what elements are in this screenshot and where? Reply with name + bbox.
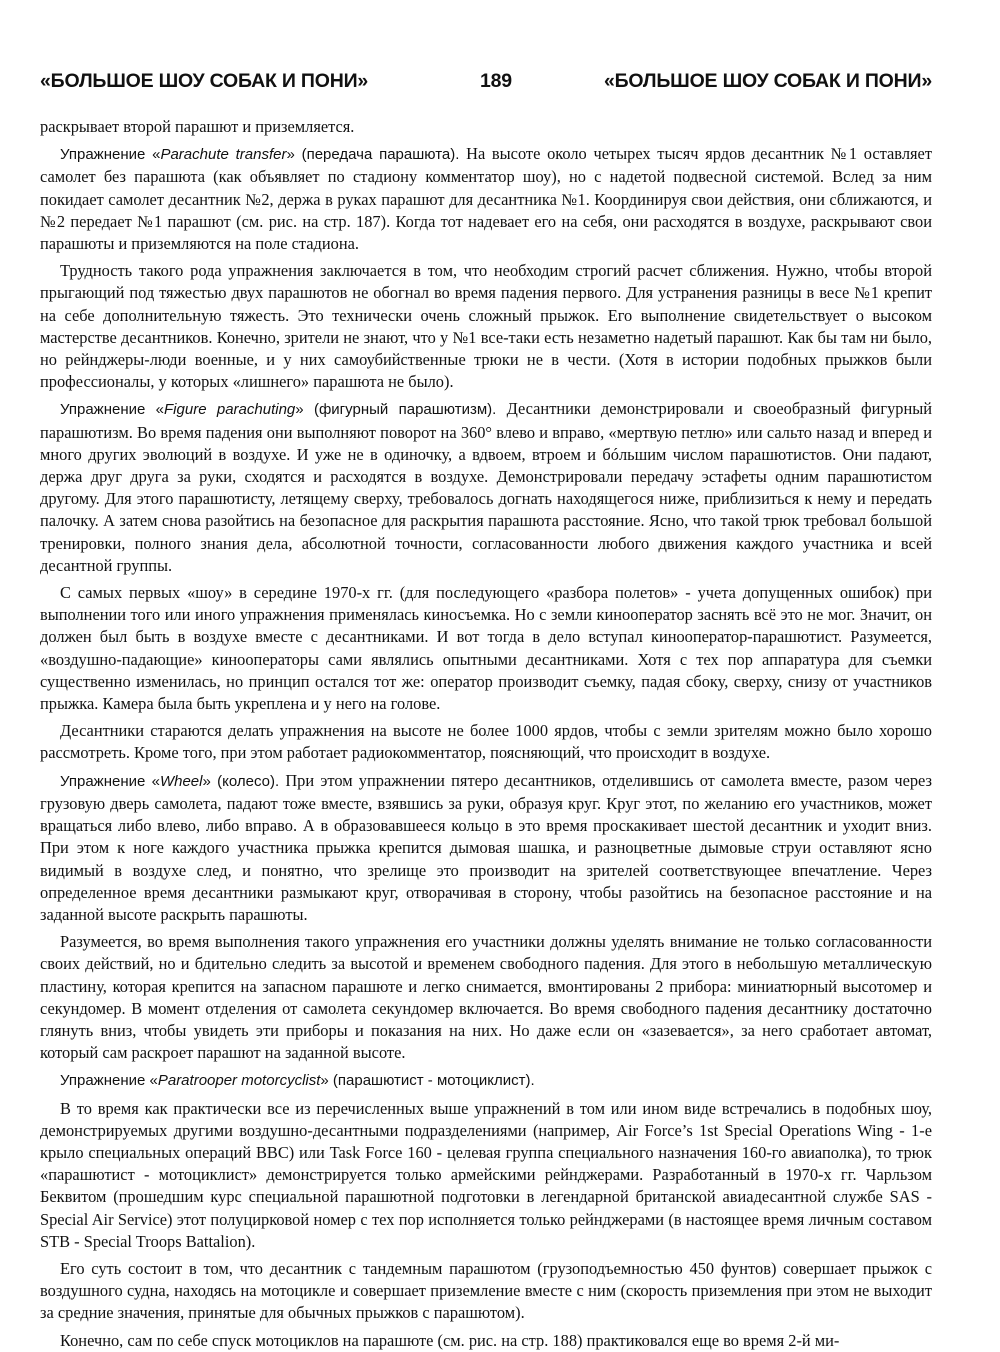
paragraph-text: Конечно, сам по себе спуск мотоциклов на парашюте (см. рис. на стр. 188) практиковался еще во время 2-й ми- (60, 1330, 840, 1350)
exercise-name: Paratrooper motorcyclist (157, 1072, 321, 1090)
paragraph-text: При этом упражнении пятеро десантников, отделившись от самолета вместе, разом через грузовую дверь самолета, падают тоже вместе, взявшись за руки, образуя круг. Круг этот, по желанию его участников, может вращаться либо влево, либо вправо. А в образовавшееся кольцо в это время проскакивает шестой десантник и уходит вниз. При этом к ноге каждого участника прыжка крепится дымовая шашка, и разноцветные дымовые струи оставляют ясно видимый в воздухе след, и понятно, что зрелище это производит на зрителей соответствующее впечатление. Через определенное время десантники размыкают круг, отворачивая в сторону, чтобы разойтись на безопасное расстояние и на заданной высоте раскрыть парашюты. (40, 770, 932, 924)
paragraph-text: Десантники стараются делать упражнения на высоте не более 1000 ярдов, чтобы с земли зрителям можно было хорошо рассмотреть. Кроме того, при этом работает радиокомментатор, поясняющий, что происходит в воздухе. (40, 721, 932, 763)
running-title-right: «БОЛЬШОЕ ШОУ СОБАК И ПОНИ» (603, 70, 932, 92)
exercise-heading: Упражнение «Parachute transfer» (передача парашюта). (60, 146, 460, 164)
paragraph (40, 1098, 932, 1253)
paragraph (40, 931, 932, 1064)
exercise-heading: Упражнение «Figure parachuting» (фигурный парашютизм). (60, 401, 497, 419)
exercise-heading: Упражнение «Paratrooper motorcyclist» (парашютист - мотоциклист). (60, 1072, 535, 1090)
paragraph-text: В то время как практически все из перечисленных выше упражнений в том или ином виде встречались в подобных шоу, демонстрируемых другими воздушно-десантными подразделениями (например, Air Force’s 1st Special Operations Wing - 1-е крыло специальных операций ВВС) или Task Force 160 - целевая группа специального назначения 160-го авиаполка), то трюк «парашютист - мотоциклист» демонстрируется только армейскими рейнджерами. Разработанный в 1970-х гг. Чарльзом Беквитом (прошедшим курс специальной парашютной подготовки в легендарной британской авиадесантной службе SAS - Special Air Service) этот полуцирковой номер с тех пор исполняется только рейнджерами (в настоящее время личным составом STB - Special Troops Battalion). (40, 1098, 932, 1251)
exercise-heading: Упражнение «Wheel» (колесо). (60, 772, 280, 790)
paragraph (40, 143, 932, 255)
paragraph (40, 770, 932, 926)
page-body (40, 116, 932, 1352)
paragraph (40, 1330, 932, 1352)
paragraph (40, 1069, 932, 1092)
paragraph (40, 720, 932, 764)
exercise-name: Parachute transfer (160, 146, 287, 164)
paragraph-text: раскрывает второй парашют и приземляется. (40, 117, 355, 136)
paragraph-text: Его суть состоит в том, что десантник с тандемным парашютом (грузоподъемностью 450 фунтов) совершает прыжок с воздушного судна, находясь на мотоцикле и совершает приземление вместе с ним (скорость приземления при этом не выходит за средние значения, принятые для обычных прыжков с парашютом). (40, 1258, 932, 1323)
page-number: 189 (480, 70, 512, 92)
paragraph-text: Десантники демонстрировали и своеобразный фигурный парашютизм. Во время падения они выполняют поворот на 360° влево и вправо, «мертвую петлю» или сальто назад и вперед и много других эволюций в воздухе. И уже не в одиночку, а вдвоем, втроем и бóльшим числом парашютистов. Они падают, держа друг друга за руки, сходятся и расходятся в воздухе. Демонстрировали передачу эстафеты одним парашютистом другому. Для этого парашютисту, летящему сверху, требовалось догнать находящегося ниже, приблизиться к нему и передать палочку. А затем снова разойтись на безопасное для раскрытия парашюта расстояние. Ясно, что такой трюк требовал большой тренировки, полного знания дела, абсолютной точности, согласованности любого движения каждого участника и всей десантной группы. (40, 399, 933, 575)
paragraph (40, 398, 932, 577)
paragraph (40, 582, 932, 715)
running-header (40, 70, 932, 104)
exercise-name: Figure parachuting (164, 401, 296, 419)
paragraph-text: Трудность такого рода упражнения заключается в том, что необходим строгий расчет сближения. Нужно, чтобы второй прыгающий под тяжестью двух парашютов не обогнал во время падения первого. Для устранения разницы в весе №1 крепит на себе дополнительную тяжесть. Это технически очень сложный прыжок. Его выполнение свидетельствует о высоком мастерстве десантников. Конечно, зрители не знают, что у №1 все-таки есть незаметно надетый парашют. Как бы там ни было, но рейнджеры-люди военные, и у них самоубийственные трюки не в чести. (Хотя в истории подобных прыжков были профессионалы, у которых «лишнего» парашюта не было). (40, 261, 932, 392)
paragraph (40, 260, 932, 393)
paragraph-text: С самых первых «шоу» в середине 1970-х гг. (для последующего «разбора полетов» - учета допущенных ошибок) при выполнении того или иного упражнения применялась киносъемка. Но с земли кинооператор заснять всё это не мог. Значит, он должен был быть в воздухе вместе с десантниками. И вот тогда в дело вступал кинооператор-парашютист. Разумеется, «воздушно-падающие» кинооператоры сами являлись опытными десантниками. Хотя с тех пор аппаратура для съемки существенно изменилась, но принцип остался тот же: оператор производит съемку, падая сбоку, сверху, снизу от участников прыжка. Камера была быть укреплена и у него на голове. (40, 583, 932, 714)
paragraph-text: Разумеется, во время выполнения такого упражнения его участники должны уделять внимание не только согласованности своих действий, но и бдительно следить за высотой и временем свободного падения. Для этого в небольшую металлическую пластину, которая крепится на запасном парашюте и легко снимается, вмонтированы 2 прибора: миниатюрный высотомер и секундомер. В момент отделения от самолета секундомер включается. Во время свободного падения десантнику достаточно глянуть вниз, чтобы увидеть эти приборы и показания на них. Но даже если он «зазевается», за него сработает автомат, который сам раскроет парашют на заданной высоте. (40, 932, 932, 1063)
paragraph (40, 116, 932, 138)
paragraph-text: На высоте около четырех тысяч ярдов десантник №1 оставляет самолет без парашюта (как объявляет по стадиону комментатор шоу), но с надетой подвесной системой. Вслед за ним покидает самолет десантник №2, держа в руках парашют для десантника №1. Координируя свои действия, они сближаются, и №2 передает №1 парашют (см. рис. на стр. 187). Когда тот надевает его на себя, они расходятся в воздухе, раскрывают свои парашюты и приземляются на поле стадиона. (40, 144, 932, 254)
exercise-name: Wheel (159, 772, 203, 790)
running-title-left: «БОЛЬШОЕ ШОУ СОБАК И ПОНИ» (40, 70, 369, 92)
